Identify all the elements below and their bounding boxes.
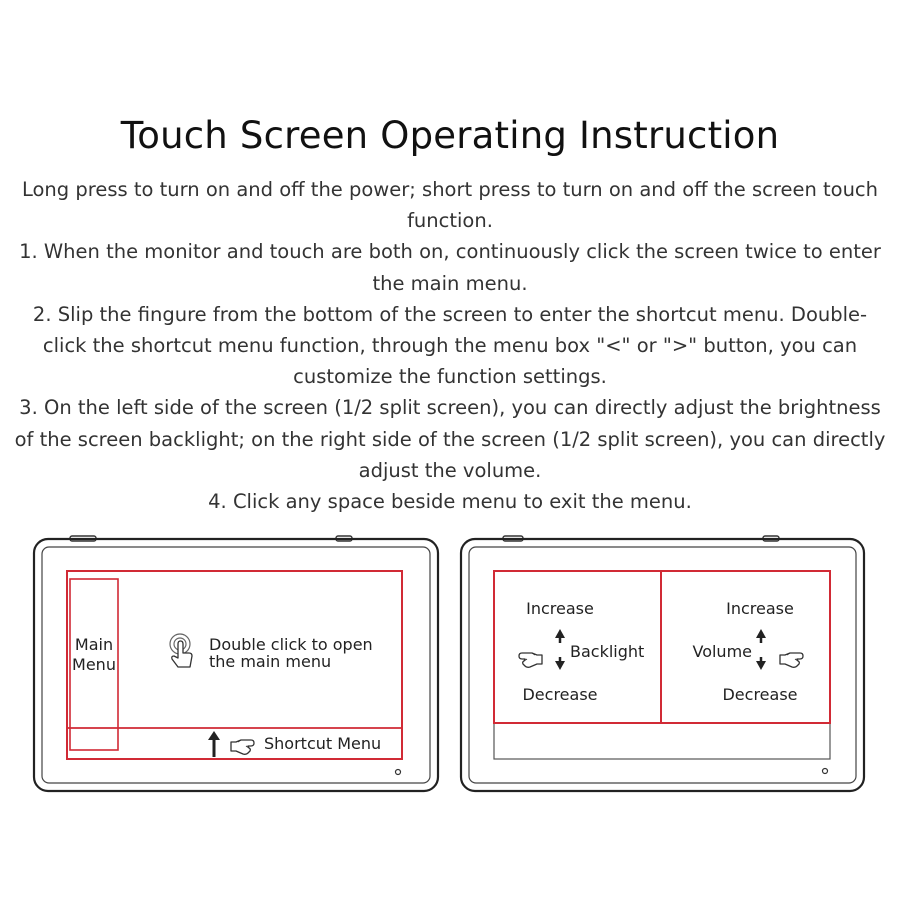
swipe-hand-icon — [519, 653, 542, 667]
double-click-hint: the main menu — [209, 652, 332, 671]
left-monitor — [34, 536, 438, 791]
shortcut-menu-label: Shortcut Menu — [264, 734, 382, 753]
instruction-step-3: 3. On the left side of the screen (1/2 split screen), you can directly adjust the brightness of the screen backlight; on the right side of the screen (1/2 split screen), you can directly adjust the volume. — [14, 396, 886, 482]
instruction-step-1: 1. When the monitor and touch are both on, continuously click the screen twice to enter the main menu. — [19, 240, 881, 295]
double-tap-hand-icon — [170, 634, 192, 667]
main-menu-label: Menu — [72, 655, 116, 674]
volume-increase-label: Increase — [726, 599, 794, 618]
backlight-label: Backlight — [570, 642, 645, 661]
arrow-up-icon — [208, 731, 220, 757]
arrow-up-down-icon — [756, 629, 766, 670]
right-monitor — [461, 536, 864, 791]
instruction-power: Long press to turn on and off the power; short press to turn on and off the screen touch function. — [21, 178, 879, 233]
swipe-hand-icon — [231, 740, 254, 754]
instruction-step-2: 2. Slip the fingure from the bottom of the screen to enter the shortcut menu. Double-click the shortcut menu function, through the menu box "<" or ">" button, you can customize the function settings. — [32, 302, 868, 389]
monitor-diagrams — [0, 520, 900, 810]
double-click-hint: Double click to open — [209, 635, 373, 654]
instructions-text — [14, 174, 886, 517]
right-monitor-bezel — [461, 539, 864, 791]
right-monitor-led-icon — [823, 769, 828, 774]
instruction-step-4: 4. Click any space beside menu to exit the menu. — [208, 490, 692, 514]
page-title: Touch Screen Operating Instruction — [120, 114, 780, 157]
backlight-increase-label: Increase — [526, 599, 594, 618]
volume-decrease-label: Decrease — [722, 685, 798, 704]
arrow-up-down-icon — [555, 629, 565, 670]
main-menu-label: Main — [74, 635, 114, 654]
backlight-decrease-label: Decrease — [522, 685, 598, 704]
left-monitor-led-icon — [396, 770, 401, 775]
volume-label: Volume — [692, 642, 752, 661]
swipe-hand-icon — [780, 653, 803, 667]
